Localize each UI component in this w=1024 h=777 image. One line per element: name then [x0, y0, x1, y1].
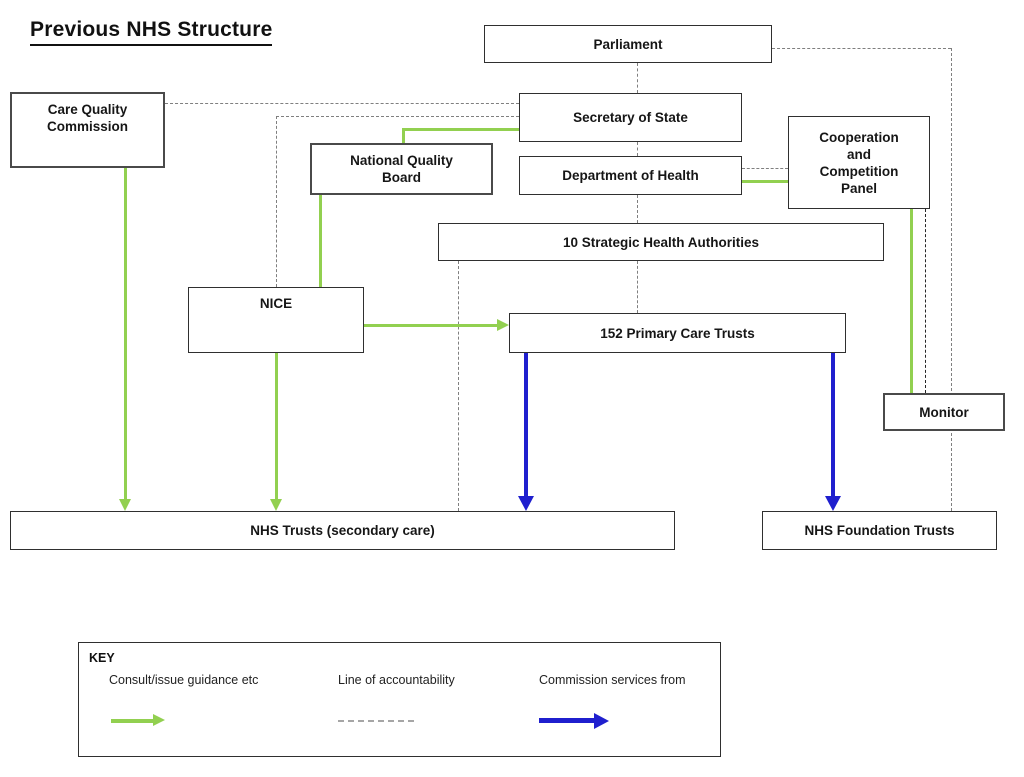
legend-blue-arrowhead [594, 713, 609, 729]
edge-pct-to-nhsft-blue-line [831, 353, 835, 496]
edge-cqc-to-nhs-trusts-green-arrowhead [119, 499, 131, 511]
edge-nice-to-pct-green-line [364, 324, 497, 327]
edge-pct-to-nhs-trusts-blue-arrowhead [518, 496, 534, 511]
edge-sos-to-nice-dashed-h [276, 116, 519, 117]
edge-nice-to-pct-green-arrowhead [497, 319, 509, 331]
node-secretary-of-state: Secretary of State [519, 93, 742, 142]
edge-nice-to-nhs-trusts-green-arrowhead [270, 499, 282, 511]
node-nice: NICE [188, 287, 364, 353]
edge-pct-to-nhs-trusts-blue-line [524, 353, 528, 496]
node-national-quality-board [310, 143, 493, 195]
legend-blue-arrow-line [539, 718, 594, 723]
legend-label-line-of-accountability: Line of accountability [338, 673, 455, 687]
edge-nqb-to-nice-green-line [319, 195, 322, 287]
node-cooperation-competition-panel-label: Cooperation and Competition Panel [819, 129, 899, 196]
edge-sos-to-nice-dashed-v [276, 116, 277, 287]
edge-sos-to-nqb-green-line-h [402, 128, 519, 131]
edge-nice-to-nhs-trusts-green-line [275, 353, 278, 499]
edge-ccp-to-monitor-green-line [910, 208, 913, 393]
node-care-quality-commission: Care Quality Commission [10, 92, 165, 168]
edge-sos-to-doh-dashed [637, 142, 638, 156]
edge-sos-to-nqb-green-line-v [402, 128, 405, 144]
legend-heading: KEY [89, 651, 115, 665]
edge-parliament-to-nhsft-dashed-h [772, 48, 951, 49]
edge-doh-to-ccp-dashed [742, 168, 788, 169]
edge-cqc-to-sos-dashed [165, 103, 519, 104]
node-nhs-foundation-trusts: NHS Foundation Trusts [762, 511, 997, 550]
page-title: Previous NHS Structure [30, 18, 272, 46]
edge-parliament-to-nhsft-dashed-v [951, 48, 952, 511]
edge-doh-to-ccp-green-line [742, 180, 788, 183]
edge-sha-to-pct-dashed [637, 261, 638, 313]
edge-sha-to-nhs-trusts-dashed [458, 261, 459, 511]
node-nhs-trusts: NHS Trusts (secondary care) [10, 511, 675, 550]
edge-parliament-to-sos-dashed [637, 63, 638, 93]
legend-dashed-line-sample [338, 720, 414, 722]
legend-box [78, 642, 721, 757]
node-parliament: Parliament [484, 25, 772, 63]
edge-ccp-to-monitor-dashed [925, 209, 926, 393]
node-cooperation-competition-panel [788, 116, 930, 209]
legend-green-arrowhead [153, 714, 165, 726]
legend-label-commission-services: Commission services from [539, 673, 686, 687]
node-primary-care-trusts: 152 Primary Care Trusts [509, 313, 846, 353]
edge-pct-to-nhsft-blue-arrowhead [825, 496, 841, 511]
node-monitor: Monitor [883, 393, 1005, 431]
legend-label-consult-guidance: Consult/issue guidance etc [109, 673, 259, 687]
edge-cqc-to-nhs-trusts-green-line [124, 168, 127, 499]
legend-green-arrow-line [111, 719, 153, 723]
node-department-of-health: Department of Health [519, 156, 742, 195]
edge-doh-to-sha-dashed [637, 195, 638, 223]
node-national-quality-board-label: National Quality Board [350, 153, 453, 185]
node-strategic-health-authorities: 10 Strategic Health Authorities [438, 223, 884, 261]
